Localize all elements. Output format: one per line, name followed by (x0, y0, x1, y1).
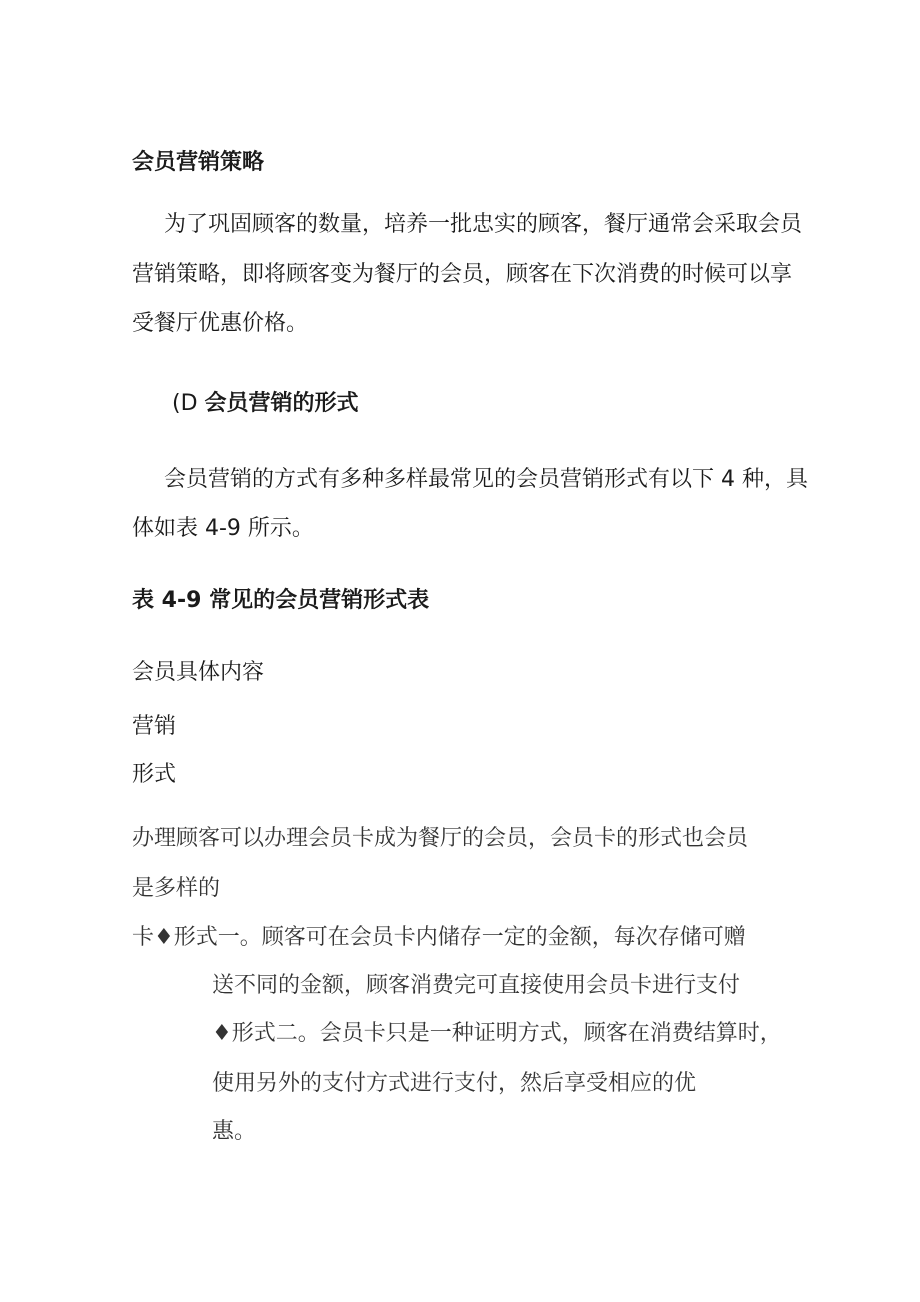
table-body-line-7: 惠。 (212, 1119, 257, 1144)
table-caption: 表 4-9 常见的会员营销形式表 (132, 588, 430, 613)
para2-line-1: 会员营销的方式有多种多样最常见的会员营销形式有以下 4 种，具 (164, 467, 808, 492)
table-header-2: 营销 (132, 714, 177, 739)
subheading-prefix: (D (172, 391, 205, 416)
table-body-line-6: 使用另外的支付方式进行支付，然后享受相应的优 (212, 1071, 697, 1096)
intro-line-2: 营销策略，即将顾客变为餐厅的会员，顾客在下次消费的时候可以享 (132, 262, 793, 287)
subheading (172, 393, 359, 415)
table-body-line-3: 卡♦形式一。顾客可在会员卡内储存一定的金额，每次存储可赠 (132, 925, 746, 950)
intro-line-3: 受餐厅优惠价格。 (132, 311, 309, 336)
para2-line-2: 体如表 4-9 所示。 (132, 516, 314, 541)
table-body-line-1: 办理顾客可以办理会员卡成为餐厅的会员，会员卡的形式也会员 (132, 826, 749, 851)
subheading-text: 会员营销的形式 (204, 391, 359, 416)
table-body-line-2: 是多样的 (132, 876, 221, 901)
table-body-line-5: ♦形式二。会员卡只是一种证明方式，顾客在消费结算时， (212, 1021, 782, 1046)
table-header-1: 会员具体内容 (132, 660, 265, 685)
intro-line-1: 为了巩固顾客的数量，培养一批忠实的顾客，餐厅通常会采取会员 (164, 212, 803, 237)
table-header-3: 形式 (132, 762, 177, 787)
section-title: 会员营销策略 (132, 150, 265, 175)
table-body-line-4: 送不同的金额，顾客消费完可直接使用会员卡进行支付 (212, 973, 741, 998)
